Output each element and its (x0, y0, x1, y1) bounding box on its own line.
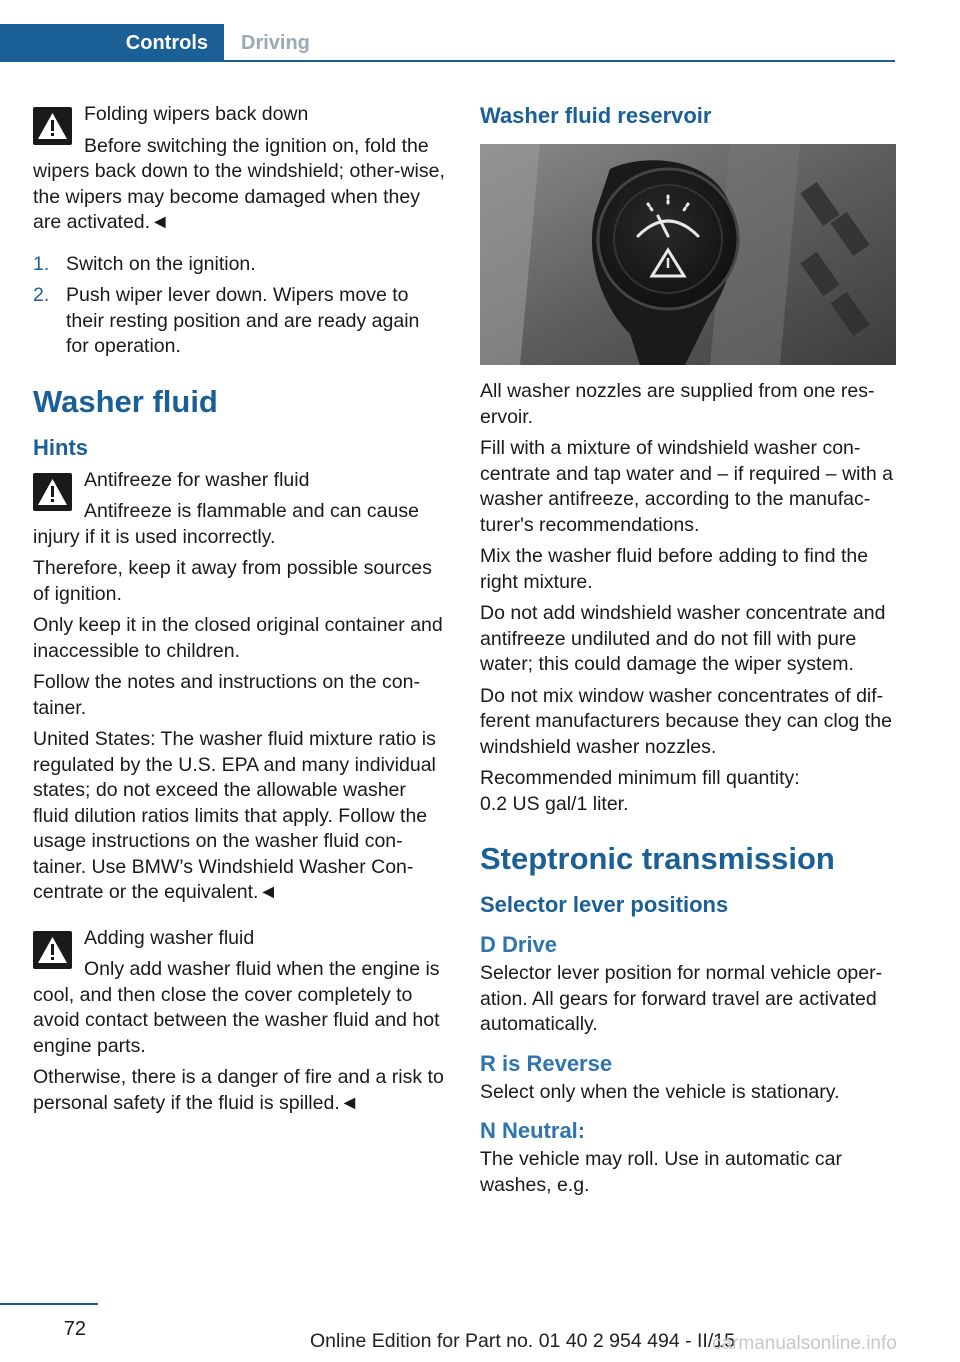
page-header (0, 0, 895, 62)
warning-body: Before switching the ignition on, fold the wipers back down to the windshield; other-wise, the wipers may become damaged when they are activated.◄ (33, 134, 445, 233)
position-title-neutral: N Neutral: (480, 1118, 586, 1143)
paragraph: Therefore, keep it away from possible sources of ignition. (33, 557, 432, 605)
warning-triangle-icon (33, 473, 72, 511)
step-text: Push wiper lever down. Wipers move to their resting position and are ready again for operation. (66, 284, 420, 357)
watermark: carmanualsonline.info (712, 1333, 897, 1354)
washer-reservoir-cap-photo (480, 144, 896, 365)
subsection-title-hints: Hints (33, 434, 88, 460)
footer-rule (0, 1303, 98, 1305)
warning-triangle-icon (33, 107, 72, 145)
paragraph: Otherwise, there is a danger of fire and a risk to personal safety if the fluid is spilled.◄ (33, 1066, 444, 1114)
section-title-steptronic: Steptronic transmission (480, 841, 835, 876)
position-title-reverse: R is Reverse (480, 1050, 613, 1076)
warning-body: Only add washer fluid when the engine is cool, and then close the cover completely to avoid contact between the washer fluid and hot engine parts. (33, 958, 440, 1057)
warning-antifreeze (33, 468, 447, 557)
step-number: 2. (33, 284, 50, 306)
fill-quantity-value: 0.2 US gal/1 liter. (480, 792, 629, 815)
paragraph: Do not mix window washer concentrates of dif-ferent manufacturers because they can clog the windshield washer nozzles. (480, 684, 892, 758)
fill-quantity-label: Recommended minimum fill quantity: (480, 767, 800, 789)
warning-title: Adding washer fluid (84, 926, 255, 949)
list-item (33, 283, 447, 360)
header-rule (224, 60, 895, 62)
warning-body: Antifreeze is flammable and can cause injury if it is used incorrectly. (33, 500, 419, 548)
right-column (480, 102, 896, 1204)
warning-title: Antifreeze for washer fluid (84, 468, 310, 491)
warning-adding-washer-fluid (33, 926, 447, 1066)
paragraph: Follow the notes and instructions on the con-tainer. (33, 671, 420, 719)
warning-triangle-icon (33, 931, 72, 969)
paragraph: Do not add windshield washer concentrate and antifreeze undiluted and do not fill with pure water; this could damage the wiper system. (480, 602, 886, 675)
page-number: 72 (63, 1318, 86, 1340)
tab-driving[interactable]: Driving (241, 31, 310, 54)
edition-note: Online Edition for Part no. 01 40 2 954 494 - II/15 (310, 1330, 735, 1352)
paragraph: United States: The washer fluid mixture ratio is regulated by the U.S. EPA and many individual states; do not exceed the allowable washer fluid dilution ratios limits that apply. Follow the usage instructions on the washer fluid con-tainer. Use BMW’s Windshield Washer Con-centrate or the equivalent.◄ (33, 728, 436, 903)
paragraph: All washer nozzles are supplied from one res-ervoir. (480, 380, 875, 428)
subsection-title-selector: Selector lever positions (480, 892, 729, 917)
warning-folding-wipers (33, 102, 447, 242)
warning-title: Folding wipers back down (84, 103, 309, 125)
wiper-steps-list (33, 252, 447, 360)
paragraph: Select only when the vehicle is stationary. (480, 1080, 840, 1103)
paragraph: Mix the washer fluid before adding to find the right mixture. (480, 545, 869, 593)
left-column (33, 102, 447, 1122)
section-title-washer-fluid: Washer fluid (33, 383, 218, 419)
paragraph: Only keep it in the closed original container and inaccessible to children. (33, 614, 443, 662)
list-item (33, 252, 447, 278)
step-text: Switch on the ignition. (66, 252, 256, 275)
step-number: 1. (33, 252, 50, 275)
fill-quantity (480, 766, 896, 817)
paragraph: The vehicle may roll. Use in automatic car washes, e.g. (480, 1148, 842, 1196)
paragraph: Selector lever position for normal vehicle oper-ation. All gears for forward travel are activated automatically. (480, 962, 883, 1035)
tab-controls[interactable]: Controls (0, 24, 224, 62)
paragraph: Fill with a mixture of windshield washer con-centrate and tap water and – if required – with a washer antifreeze, according to the manufac-turer's recommendations. (480, 437, 894, 536)
subsection-title-reservoir: Washer fluid reservoir (480, 103, 712, 128)
position-title-drive: D Drive (480, 932, 558, 957)
